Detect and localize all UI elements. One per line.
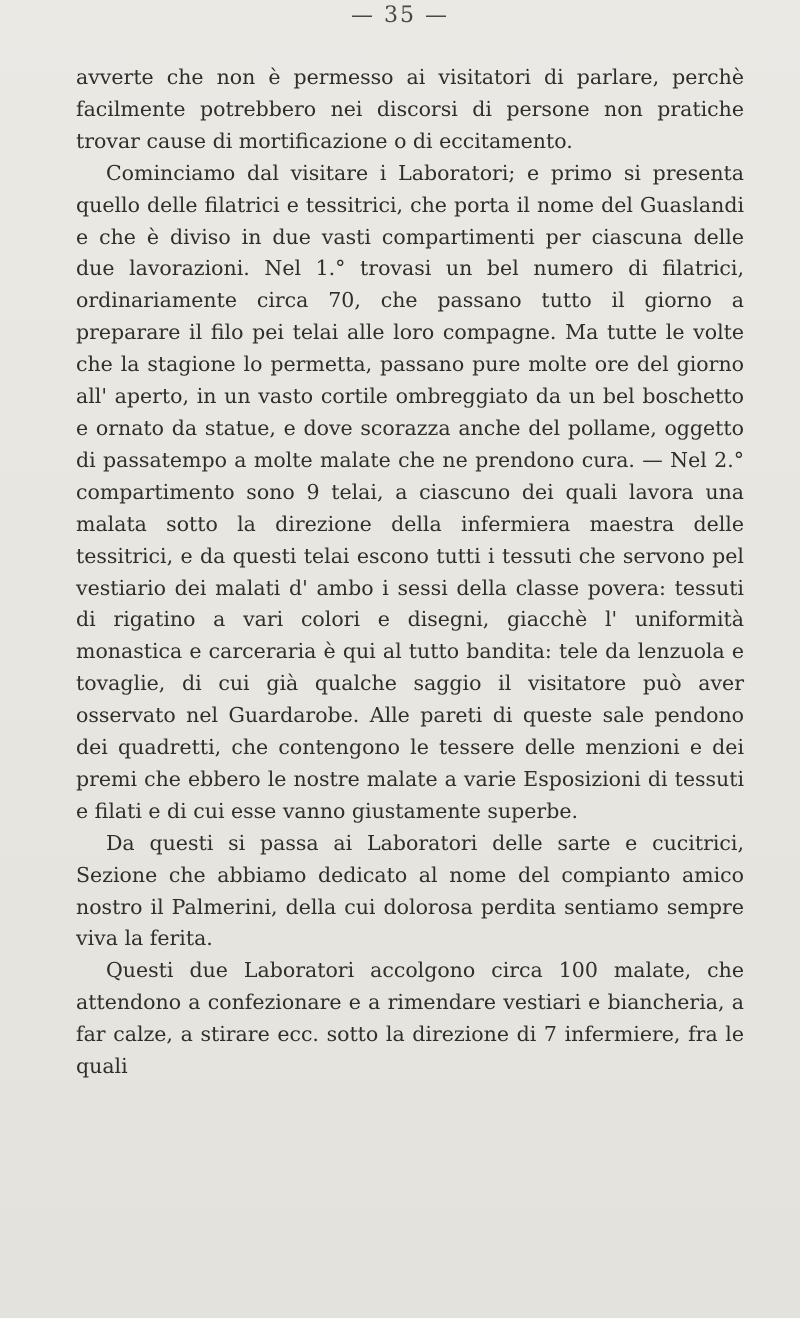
page-number: — 35 — xyxy=(351,3,449,28)
paragraph: Questi due Laboratori accolgono circa 100 malate, che attendono a confezionare e a rimendare vestiari e biancheria, a far calze, a stirare ecc. sotto la direzione di 7 infermiere, fra le quali xyxy=(76,958,744,1079)
body-text xyxy=(76,62,744,1083)
paragraph: Da questi si passa ai Laboratori delle sarte e cucitrici, Sezione che abbiamo dedicato al nome del compianto amico nostro il Palmerini, della cui dolorosa perdita sentiamo sempre viva la ferita. xyxy=(76,830,744,951)
paragraph: Cominciamo dal visitare i Laboratori; e primo si presenta quello delle filatrici e tessitrici, che porta il nome del Guaslandi e che è diviso in due vasti compartimenti per ciascuna delle due lavorazioni. Nel 1.° trovasi un bel numero di filatrici, ordinariamente circa 70, che passano tutto il giorno a preparare il filo pei telai alle loro compagne. Ma tutte le volte che la stagione lo permetta, passano pure molte ore del giorno all' aperto, in un vasto cortile ombreggiato da un bel boschetto e ornato da statue, e dove scorazza anche del pollame, oggetto di passatempo a molte malate che ne prendono cura. — Nel 2.° compartimento sono 9 telai, a ciascuno dei quali lavora una malata sotto la direzione della infermiera maestra delle tessitrici, e da questi telai escono tutti i tessuti che servono pel vestiario dei malati d' ambo i sessi della classe povera: tessuti di rigatino a vari colori e disegni, giacchè l' uniformità monastica e carceraria è qui al tutto bandita: tele da lenzuola e tovaglie, di cui già qualche saggio il visitatore può aver osservato nel Guardarobe. Alle pareti di queste sale pendono dei quadretti, che contengono le tessere delle menzioni e dei premi che ebbero le nostre malate a varie Esposizioni di tessuti e filati e di cui esse vanno giustamente superbe. xyxy=(76,160,744,823)
paragraph: avverte che non è permesso ai visitatori di parlare, perchè facilmente potrebbero nei discorsi di persone non pratiche trovar cause di mortificazione o di eccitamento. xyxy=(76,65,744,153)
